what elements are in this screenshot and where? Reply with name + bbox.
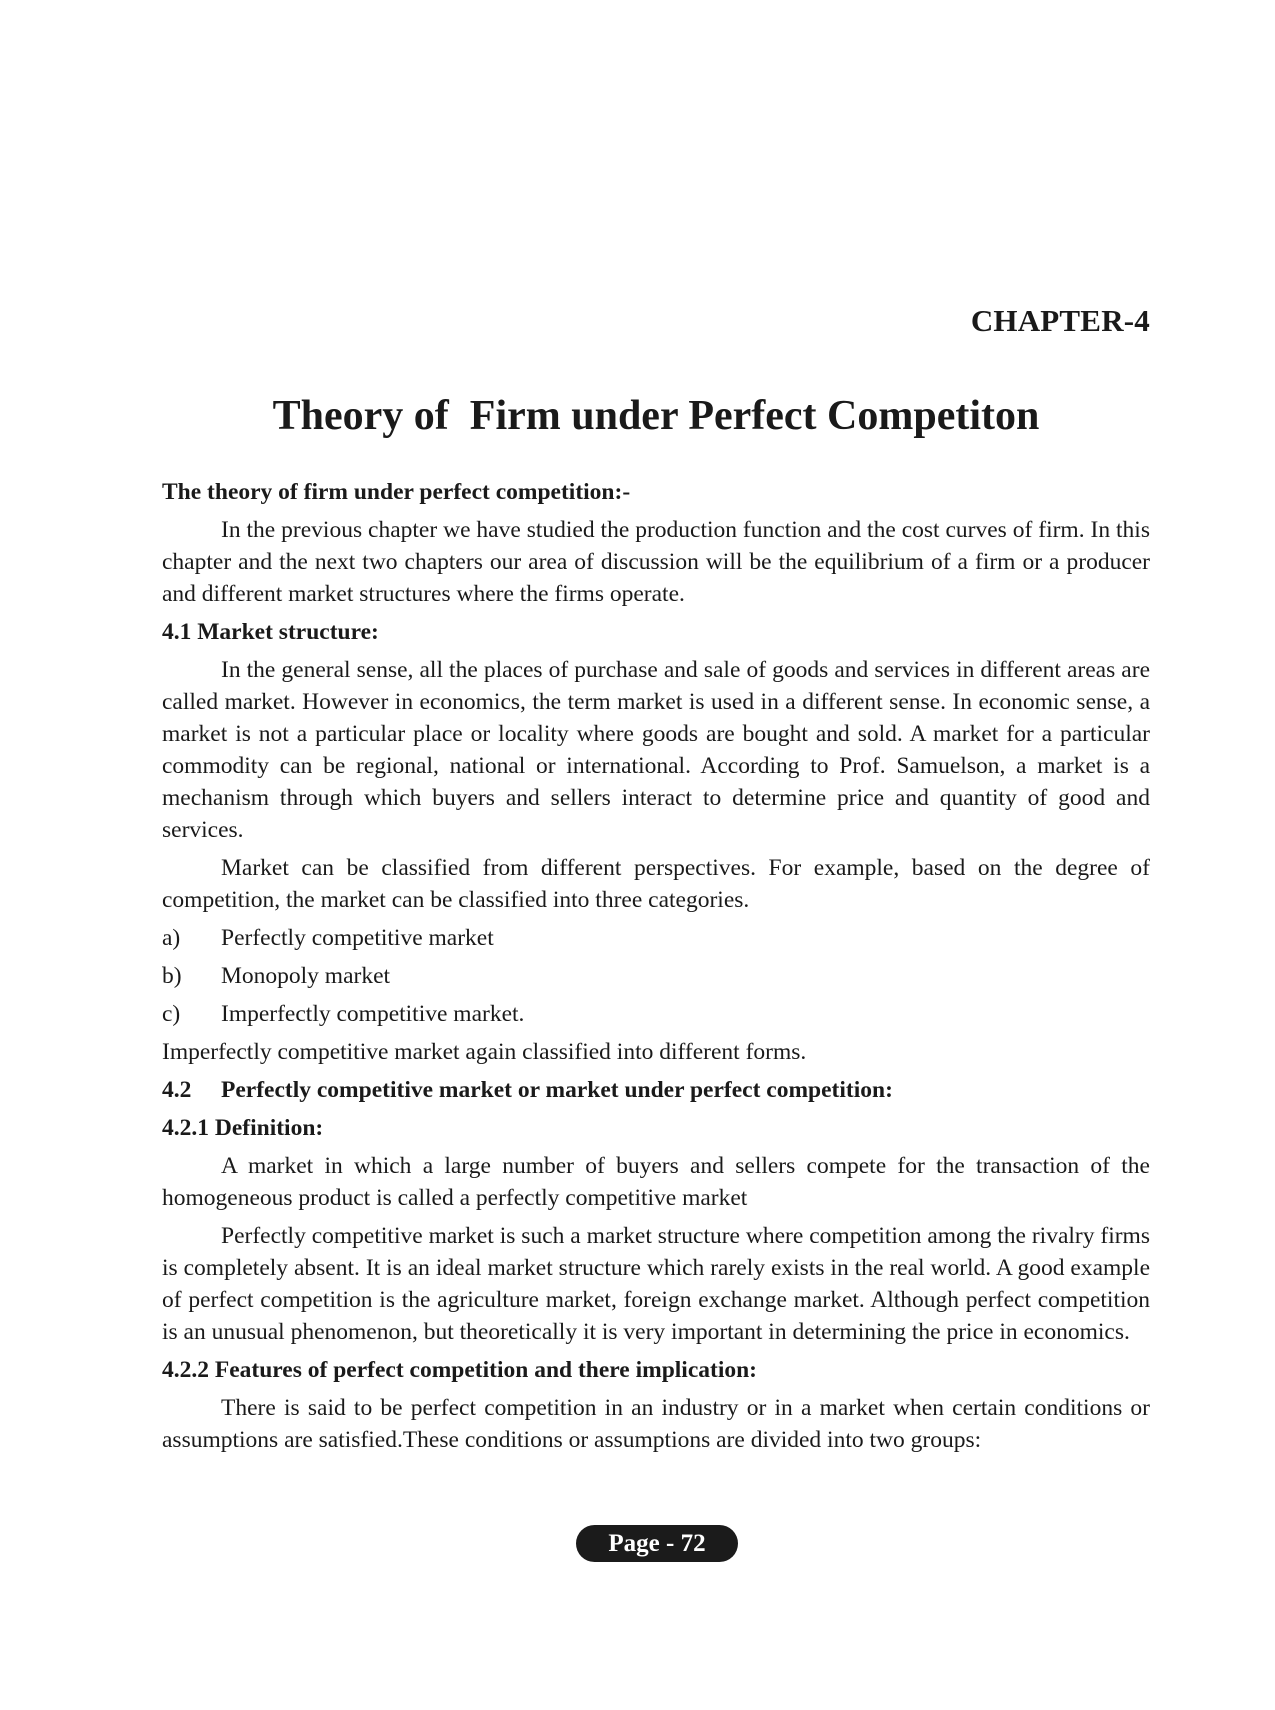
section-4-2-1-paragraph-2: Perfectly competitive market is such a market structure where competition among the rivalry firms is completely absent. It is an ideal market structure which rarely exists in the real world. A good example of perfect competition is the agriculture market, foreign exchange market. Although perfect competition is an unusual phenomenon, but theoretically it is very important in determining the price in economics. [162,1223,1150,1345]
list-item [162,922,1150,954]
list-item [162,998,1150,1030]
document-body [162,476,1150,1462]
section-4-2-2-heading: 4.2.2 Features of perfect competition and there implication: [162,1357,758,1383]
section-4-2-2-paragraph: There is said to be perfect competition in an industry or in a market when certain conditions or assumptions are satisfied.These conditions or assumptions are divided into two groups: [162,1395,1150,1453]
page-number-badge: Page - 72 [576,1525,738,1562]
section-4-2-1-heading: 4.2.1 Definition: [162,1115,324,1141]
section-4-2-title: Perfectly competitive market or market under perfect competition: [221,1077,893,1103]
list-marker: c) [162,1001,181,1027]
list-text: Perfectly competitive market [221,925,494,951]
section-4-2-number: 4.2 [162,1077,192,1103]
section-4-1-paragraph-1: In the general sense, all the places of purchase and sale of goods and services in different areas are called market. However in economics, the term market is used in a different sense. In economic sense, a market is not a particular place or locality where goods are bought and sold. A market for a particular commodity can be regional, national or international. According to Prof. Samuelson, a market is a mechanism through which buyers and sellers interact to determine price and quantity of good and services. [162,657,1150,843]
section-4-1-paragraph-2: Market can be classified from different perspectives. For example, based on the degree of competition, the market can be classified into three categories. [162,855,1150,913]
section-4-1-heading: 4.1 Market structure: [162,619,379,645]
chapter-label: CHAPTER-4 [970,303,1150,338]
list-marker: a) [162,925,181,951]
intro-paragraph: In the previous chapter we have studied the production function and the cost curves of firm. In this chapter and the next two chapters our area of discussion will be the equilibrium of a firm or a producer and different market structures where the firms operate. [162,517,1150,607]
section-4-2-1-paragraph-1: A market in which a large number of buyers and sellers compete for the transaction of the homogeneous product is called a perfectly competitive market [162,1153,1150,1211]
list-text: Monopoly market [221,963,391,989]
section-4-1-paragraph-3: Imperfectly competitive market again classified into different forms. [162,1039,807,1065]
section-4-2-heading [162,1074,1150,1106]
intro-heading: The theory of firm under perfect competition:- [162,479,631,505]
list-item [162,960,1150,992]
document-page [162,0,1150,1710]
chapter-title: Theory of Firm under Perfect Competiton [272,393,1040,439]
list-marker: b) [162,963,182,989]
list-text: Imperfectly competitive market. [221,1001,525,1027]
